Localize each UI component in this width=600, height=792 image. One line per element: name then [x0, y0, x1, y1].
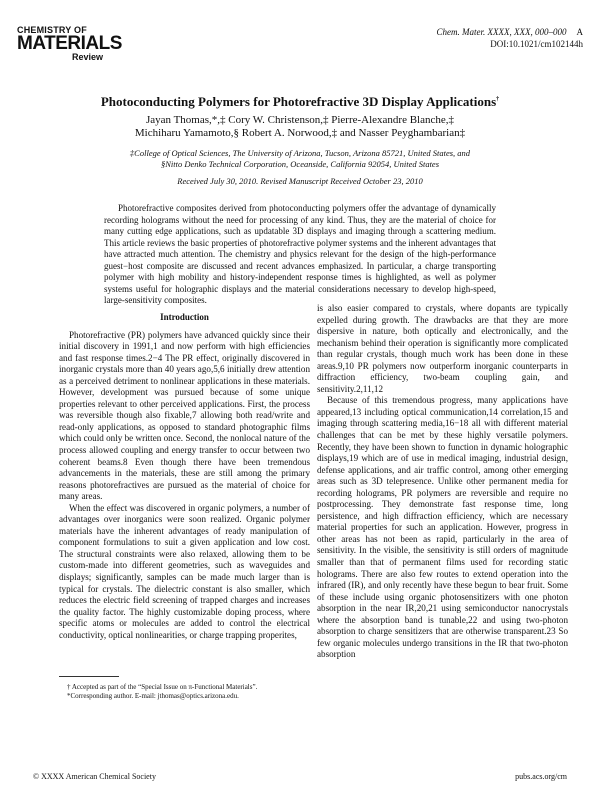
- article-title: Photoconducting Polymers for Photorefractive 3D Display Applications†: [100, 94, 500, 109]
- citation: Chem. Mater. XXXX, XXX, 000–000: [436, 27, 567, 37]
- affiliations: [70, 148, 530, 170]
- paragraph-2: When the effect was discovered in organic polymers, a number of advantages over inorganics were soon realized. Organic polymer materials have the inherent advantages of ready manipulation of component formulations to suit a given application and low cost. The structural constraints were also relaxed, allowing them to be custom-made into different geometries, such as waveguides and displays; significantly, samples can be made much larger than is typical for crystals. The dielectric constant is also smaller, which reduces the electric field screening of trapped charges and increases the quality factor. The highly customizable doping process, where specific atoms or molecules are added to control the electrical conductivity, optical nonlinearities, or charge trapping properites,: [59, 502, 310, 640]
- footnotes: [59, 683, 309, 701]
- doi: DOI:10.1021/cm102144h: [490, 39, 583, 49]
- left-column: [59, 312, 310, 641]
- received-dates: Received July 30, 2010. Revised Manuscript Received October 23, 2010: [177, 176, 423, 186]
- authors-line-2: Michiharu Yamamoto,§ Robert A. Norwood,‡ and Nasser Peyghambarian‡: [134, 127, 466, 139]
- authors-line-1: Jayan Thomas,*,‡ Cory W. Christenson,‡ Pierre-Alexandre Blanche,‡: [145, 114, 455, 126]
- footnote-2: *Corresponding author. E-mail: jthomas@optics.arizona.edu.: [67, 692, 239, 700]
- affiliation-2: §Nitto Denko Technical Corporation, Oceanside, California 92054, United States: [160, 159, 440, 169]
- copyright: © XXXX American Chemical Society: [33, 772, 156, 781]
- affiliation-1: ‡College of Optical Sciences, The University of Arizona, Tucson, Arizona 85721, United States, and: [129, 148, 471, 158]
- abstract: Photorefractive composites derived from photoconducting polymers offer the advantage of dynamically recording holograms without the need for processing of any kind. Thus, they are the material of choice for many cutting edge applications, such as updatable 3D displays and imaging through a scattering medium. This article reviews the basic properties of photorefractive polymer systems and the inherent advantages that have attracted much attention. The chemistry and physics relevant for the design of the high-performance guest−host composite are discussed and recent advances emphasized. In particular, a charge transporting polymer with high mobility and history-independent response times is highlighted, as well as polymer systems useful for holographic displays and the material considerations necessary to develop high-speed, large-sensitivity composites.: [104, 203, 496, 305]
- page-letter: A: [576, 27, 583, 37]
- journal-logo: [17, 26, 122, 62]
- logo-review: Review: [72, 52, 104, 62]
- paragraph-1: Photorefractive (PR) polymers have advanced quickly since their initial discovery in 1991,1 and now perform with high efficiencies and fast response times.2−4 The PR effect, originally discovered in inorganic crystals more than 40 years ago,5,6 initially drew attention as a perceived detriment to nonlinear applications in these materials. However, development was pursued because of some unique properties relevant to other perceived applications. First, the process was reversible though also fixable,7 allowing both read/write and read-only applications, as opposed to standard photographic films which could only be written once. Second, the nonlocal nature of the process allowed coupling and energy transfer to occur between two coherent beams.8 Even though there have been tremendous advancements in the materials, these are still among the primary reasons photorefractives are pursued as the material of choice for many areas.: [59, 329, 310, 502]
- author-list: [90, 114, 510, 140]
- section-heading: Introduction: [160, 312, 209, 322]
- paragraph-3: is also easier compared to crystals, where dopants are typically expelled during growth. The drawbacks are that they are more dispersive in nature, both optically and electronically, and the mechanism behind their operation is significantly more complicated than regular crystals, though much work has been done in these areas.9,10 PR polymers now outperform inorganic counterparts in diffraction efficiency, two-beam coupling gain, and sensitivity.2,11,12: [317, 303, 568, 394]
- logo-line-2: MATERIALS: [17, 33, 122, 54]
- footnote-rule: [59, 676, 119, 677]
- right-column: [317, 303, 568, 661]
- footnote-1: † Accepted as part of the “Special Issue on π-Functional Materials”.: [67, 683, 258, 691]
- site-link[interactable]: pubs.acs.org/cm: [515, 772, 567, 781]
- logo-line-1: CHEMISTRY OF: [17, 25, 87, 35]
- paragraph-4: Because of this tremendous progress, many applications have appeared,13 including optical communication,14 correlation,15 and imaging through scattering media,16−18 all with different material challenges that can be met by these highly versatile polymers. Recently, they have been shown to function in dynamic holographic displays,19 which are of use in medical imaging, industrial design, defense applications, and air traffic control, among other emerging areas such as 3D telepresence. Unlike other permanent media for recording holograms, PR polymers are reversible and require no postprocessing. They demonstrate fast response time, long persistence, and high diffraction efficiency, which are necessary material properties for such an application. However, progress in other areas has not been as rapid, particularly in the area of sensitivity. In the visible, the sensitivity is still orders of magnitude smaller than that of permanent films used for recording static holograms. There are also few routes to extend operation into the infrared (IR), and only recently have these begun to bear fruit. Some of these include using organic photosensitizers with one photon absorption in the near IR,20,21 using semiconductor nanocrystals where the absorption band is tunable,22 and using two-photon absorption to charge sensitizers that are otherwise transparent.23 So few organic molecules undergo transitions in the IR that two-photon absorption: [317, 395, 568, 660]
- journal-header: [437, 26, 583, 50]
